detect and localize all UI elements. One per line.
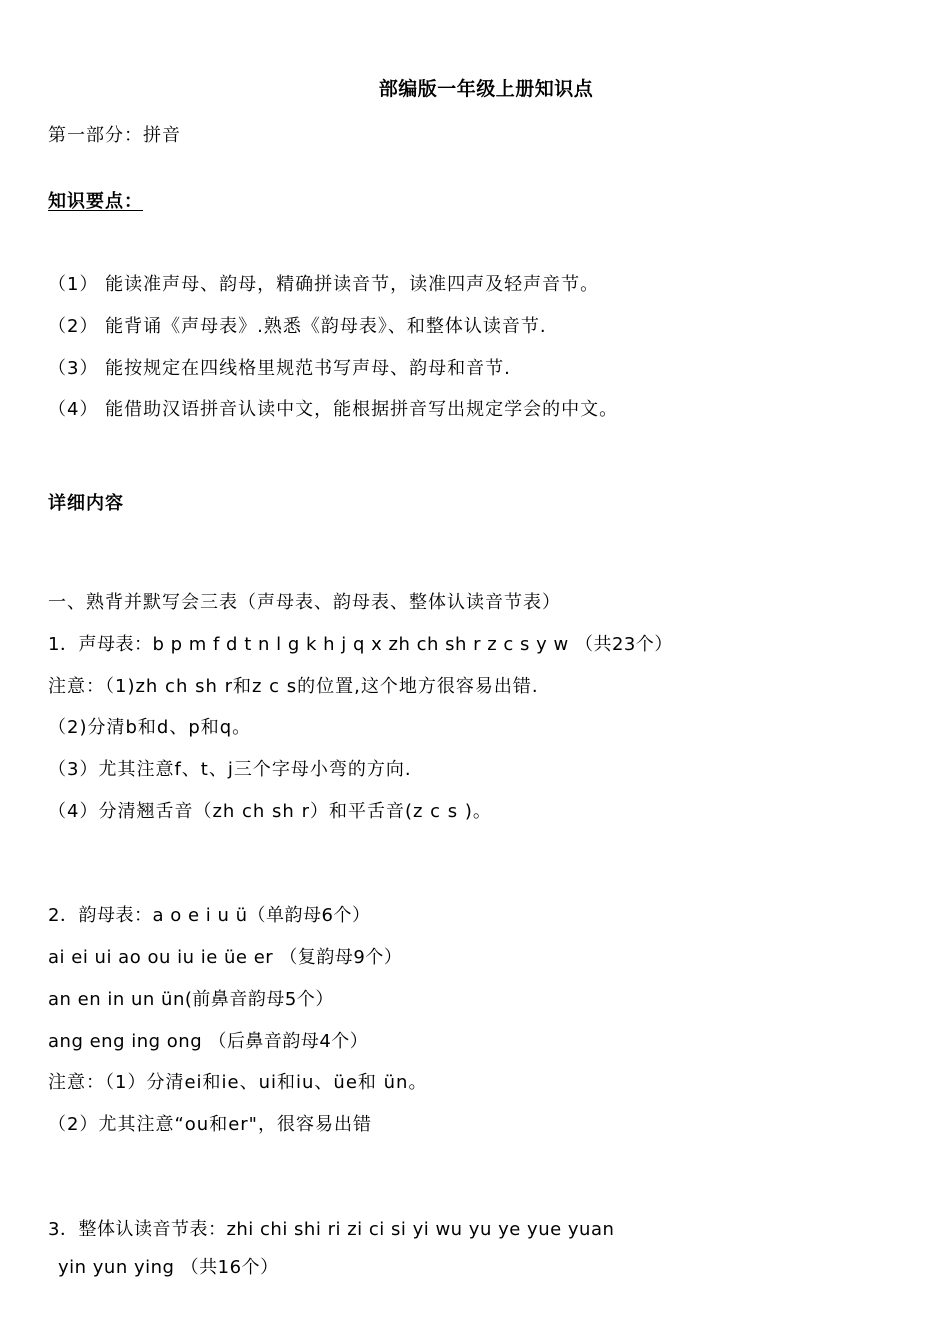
page-title: 部编版一年级上册知识点 (378, 78, 594, 100)
key-point-2: （2） 能背诵《声母表》.熟悉《韵母表》、和整体认读音节. (48, 316, 547, 337)
key-point-4: （4） 能借助汉语拼音认读中文，能根据拼音写出规定学会的中文。 (48, 399, 619, 420)
zhengti-line-1: 3．整体认读音节表：zhi chi shi ri zi ci si yi wu yu ye yue yuan (48, 1219, 615, 1240)
part-heading: 第一部分：拼音 (48, 125, 181, 146)
shengmu-table: 1．声母表：b p m f d t n l g k h j q x zh ch sh r z c s y w （共23个） (48, 634, 673, 655)
yunmu-line-1: 2．韵母表：a o e i u ü（单韵母6个） (48, 905, 371, 926)
key-points-heading: 知识要点： (48, 191, 143, 212)
shengmu-note-2: （2)分清b和d、p和q。 (48, 717, 252, 738)
yunmu-line-3: an en in un ün(前鼻音韵母5个） (48, 989, 334, 1010)
section1-heading: 一、熟背并默写会三表（声母表、韵母表、整体认读音节表） (48, 592, 561, 613)
key-point-3: （3） 能按规定在四线格里规范书写声母、韵母和音节. (48, 358, 511, 379)
yunmu-line-4: ang eng ing ong （后鼻音韵母4个） (48, 1031, 369, 1052)
yunmu-line-2: ai ei ui ao ou iu ie üe er （复韵母9个） (48, 947, 403, 968)
yunmu-note-1: 注意：（1）分清ei和ie、ui和iu、üe和 ün。 (48, 1072, 428, 1093)
detail-heading: 详细内容 (48, 493, 124, 514)
shengmu-note-3: （3）尤其注意f、t、j三个字母小弯的方向. (48, 759, 412, 780)
yunmu-note-2: （2）尤其注意“ou和er"，很容易出错 (48, 1114, 372, 1135)
key-point-1: （1） 能读准声母、韵母，精确拼读音节，读准四声及轻声音节。 (48, 274, 600, 295)
zhengti-line-2: yin yun ying （共16个） (58, 1257, 279, 1278)
shengmu-note-1: 注意：（1)zh ch sh r和z c s的位置,这个地方很容易出错. (48, 676, 539, 697)
shengmu-note-4: （4）分清翘舌音（zh ch sh r）和平舌音(z c s )。 (48, 801, 492, 822)
